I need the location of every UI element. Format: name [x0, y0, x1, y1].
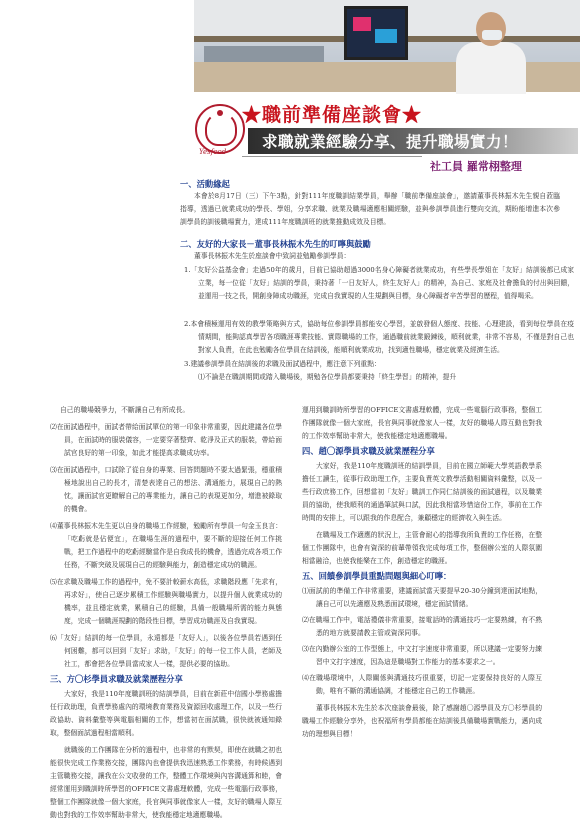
section-5-item-1: ⑴面試前的準備工作非常重要，建議面試當天要提早20-30分鐘到達面試地點，讓自己可以先適應及熟悉面試環境，穩定面試情緒。 [302, 587, 542, 608]
section-2-sub-3: ⑶在面試過程中，口試除了從自身的專業、回答問題時不要太過緊張，穩重積極地說出自己的長才，清楚表達自己的想法、溝通能力，展現自己的熱忱，讓面試官更瞭解自己的專業能力，讓自己的表現更加分，增進被錄取的機會。 [50, 466, 282, 513]
section-2-sub-1-cont: 自己的職場競爭力，不斷讓自己有所成長。 [60, 406, 190, 414]
section-2-sub-6: ⑹「友好」結訓的每一位學員，永遠都是「友好人」，以後各位學員若遇到任何困難，都可以回到「友好」求助，「友好」的每一位工作人員，老師及社工，都會把各位學員當成家人一樣，提供必要的協助。 [50, 634, 282, 668]
author-credit: 社工員 羅常栩整理 [430, 160, 522, 173]
section-1-body: 本會於8月17日（三）下午3點，針對111年度職訓結業學員，舉辦「職前準備座談會」，邀請董事長林振木先生親自蒞臨指導，透過已就業成功的學長、學姐，分享求職、就業及職場適應相關經驗，並與參訓學員進行雙向交流，期盼能增進本次參訓學員的訓後職場實力，達成111年度職訓班的就業推動成效及目標。 [180, 192, 560, 227]
section-3-paragraph-2: 就職後的工作團隊在分析的過程中，也非常的有默契，即使在就職之初也能很快完成工作業務交接，團隊內也會提供我迅速熟悉工作業務，有時候遇到主管職務交接，讓我在公文收發的工作，整體工作環境與內容溝通算和睦，會經常運用到職訓時所學習的OFFICE文書處理軟體，完成一些電腦行政事務，整個工作團隊就像一個大家庭，長官與同事就像家人一樣，友好的職場人際互動也對我的工作效率幫助非常大，使我能穩定地適應職場。 [50, 746, 282, 819]
section-2-item-1: 1.「友好公益基金會」走過50年的歲月，目前已協助超過3000名身心障礙者就業成功，有些學長學姐在「友好」結訓後都已成家立業，每一位從「友好」結訓的學員，秉持著「一日友好人，終生友好人」的精神，為自己、家庭及社會擔負的付出與回饋，並運用一技之長，開創身障成功職涯，完成自我實現的人生規劃與目標，身心障礙者辛苦學習的歷程，值得喝采。 [184, 266, 574, 301]
page-title: ★職前準備座談會★ [242, 104, 423, 126]
closing-paragraph: 董事長林振木先生於本次座談會最後，除了感謝趙〇源學員及方〇杉學員的職場工作經驗分享外，也祝福所有學員都能在結訓後具備職場實戰能力，邁向成功的理想與目標！ [302, 704, 542, 738]
section-2-sub-1: ⑴不論是在職訓期間或踏入職場後，期勉各位學員都要秉持「終生學習」的精神，提升 [198, 373, 457, 381]
section-2-heading: 二、友好的大家長－董事長林振木先生的叮嚀與鼓勵 [180, 239, 371, 249]
section-2-sub-5: ⑸在求職及職場工作的過程中，免不要計較薪水高低，求職階段應「先求有，再求好」，使自己逐步累積工作經驗與職場實力，以提升個人就業成功的機率，並且穩定就業，累積自己的經驗，具備一般職場所需的能力與態度，完成一個職涯規劃的階段性目標，學習成功職涯及自我實現。 [50, 578, 282, 625]
section-2-item-2: 2.本會積極運用有效的教學策略與方式，協助每位參訓學員都能安心學習，並啟發個人態度、技能、心理建設，看到每位學員在疫情期間，能夠認真學習各項職涯專業技能、實際職場的工作，通過職前就業鍛鍊後，順利就業，非常不容易，不僅是對自己也對家人負責，在此也勉勵各位學員在結訓後，能順利就業成功，找到適性職場，穩定就業及經濟生活。 [184, 320, 574, 355]
foundation-logo-icon [195, 104, 245, 154]
title-divider [242, 156, 422, 157]
section-2-intro: 董事長林振木先生於座談會中致詞並勉勵參訓學員： [194, 252, 351, 260]
section-4-paragraph-2: 在職場及工作適應的狀況上，主管會耐心的指導我所負責的工作任務，在整個工作團隊中，也會有資深的前輩帶領我完成每項工作，整個辦公室的人際氛圍相當融洽，也使我能樂在工作，創造穩定的職涯。 [302, 531, 542, 565]
section-3-paragraph-1: 大家好，我是110年度職訓班的結訓學員，目前在新莊中信國小學務處擔任行政助理，負責學務處內的環境教育業務及資源回收處理工作，以及一些行政協助、資料彙整等與電腦相關的工作，想當初在面試職，很快就被通知錄取，整個面試過程相當順利。 [50, 690, 282, 737]
section-2-item-3: 3.建議參訓學員在結訓後的求職及面試過程中，應注意下列重點： [184, 360, 381, 368]
right-column [302, 404, 542, 741]
section-3-heading: 三、方〇杉學員求職及就業歷程分享 [50, 674, 183, 684]
logo-label: Yesfood [199, 148, 227, 156]
section-5-item-4: ⑷在職場環境中，人際關係與溝通技巧很重要，切記一定要保持良好的人際互動，唯有不斷的溝通協調，才能穩定自己的工作職涯。 [302, 674, 542, 695]
section-5-heading: 五、回饋參訓學員重點問題與細心叮嚀： [302, 571, 452, 581]
section-2-sub-4: ⑷董事長林振木先生更以自身的職場工作經驗，勉勵所有學員一句金玉良言：「吃虧就是佔便宜」，在職場生涯的過程中，要不斷的迎接任何工作挑戰，把工作過程中的吃虧經驗當作是自我成長的機會，透過完成各項工作任務，不斷突破及展現自己的經驗與能力，創造穩定成功的職涯。 [50, 522, 282, 569]
section-4-heading: 四、趙〇源學員求職及就業歷程分享 [302, 446, 435, 456]
page-subtitle: 求職就業經驗分享、提升職場實力！ [262, 132, 519, 151]
section-3-paragraph-2-cont: 運用到職訓時所學習的OFFICE文書處理軟體，完成一些電腦行政事務，整個工作團隊就像一個大家庭，長官與同事就像家人一樣，友好的職場人際互動也對我的工作效率幫助非常大，使我能穩定地適應職場。 [302, 406, 542, 440]
monitor-graphic [344, 6, 408, 60]
section-1-heading: 一、活動緣起 [180, 179, 230, 189]
section-5-item-3: ⑶在內勤辦公室的工作型態上，中文打字速度非常重要，所以建議一定要努力練習中文打字速度，因為這是職場對工作能力的基本要求之一。 [302, 645, 542, 666]
left-column [50, 404, 282, 819]
header-photo [194, 0, 580, 92]
person-graphic [456, 12, 526, 92]
section-4-paragraph-1: 大家好，我是110年度職訓班的結訓學員，目前在國立師範大學英語教學系擔任工讀生，從事行政助理工作，主要負責英文教學活動相關資料彙整，以及一些行政庶務工作，回想當初「友好」職訓工作同仁結訓後的面試過程，以及職業員的協助，使我順利的通過筆試與口試，因此我相當珍惜這份工作，事前在工作時間的安排上，可以跟我的作息配合，兼顧穩定的經濟收入與生活。 [302, 462, 542, 522]
section-5-item-2: ⑵在職場工作中，電話禮儀非常重要，接電話時的溝通技巧一定要熟練，有不熟悉的地方就要請教主管或資深同事。 [302, 616, 542, 637]
section-2-sub-2: ⑵在面試過程中，面試者帶給面試單位的第一印象非常重要，因此建議各位學員，在面試時的服裝儀容，一定要穿著整齊、乾淨及正式的服裝，帶給面試官良好的第一印象，如此才能提高求職成功率。 [50, 423, 282, 457]
